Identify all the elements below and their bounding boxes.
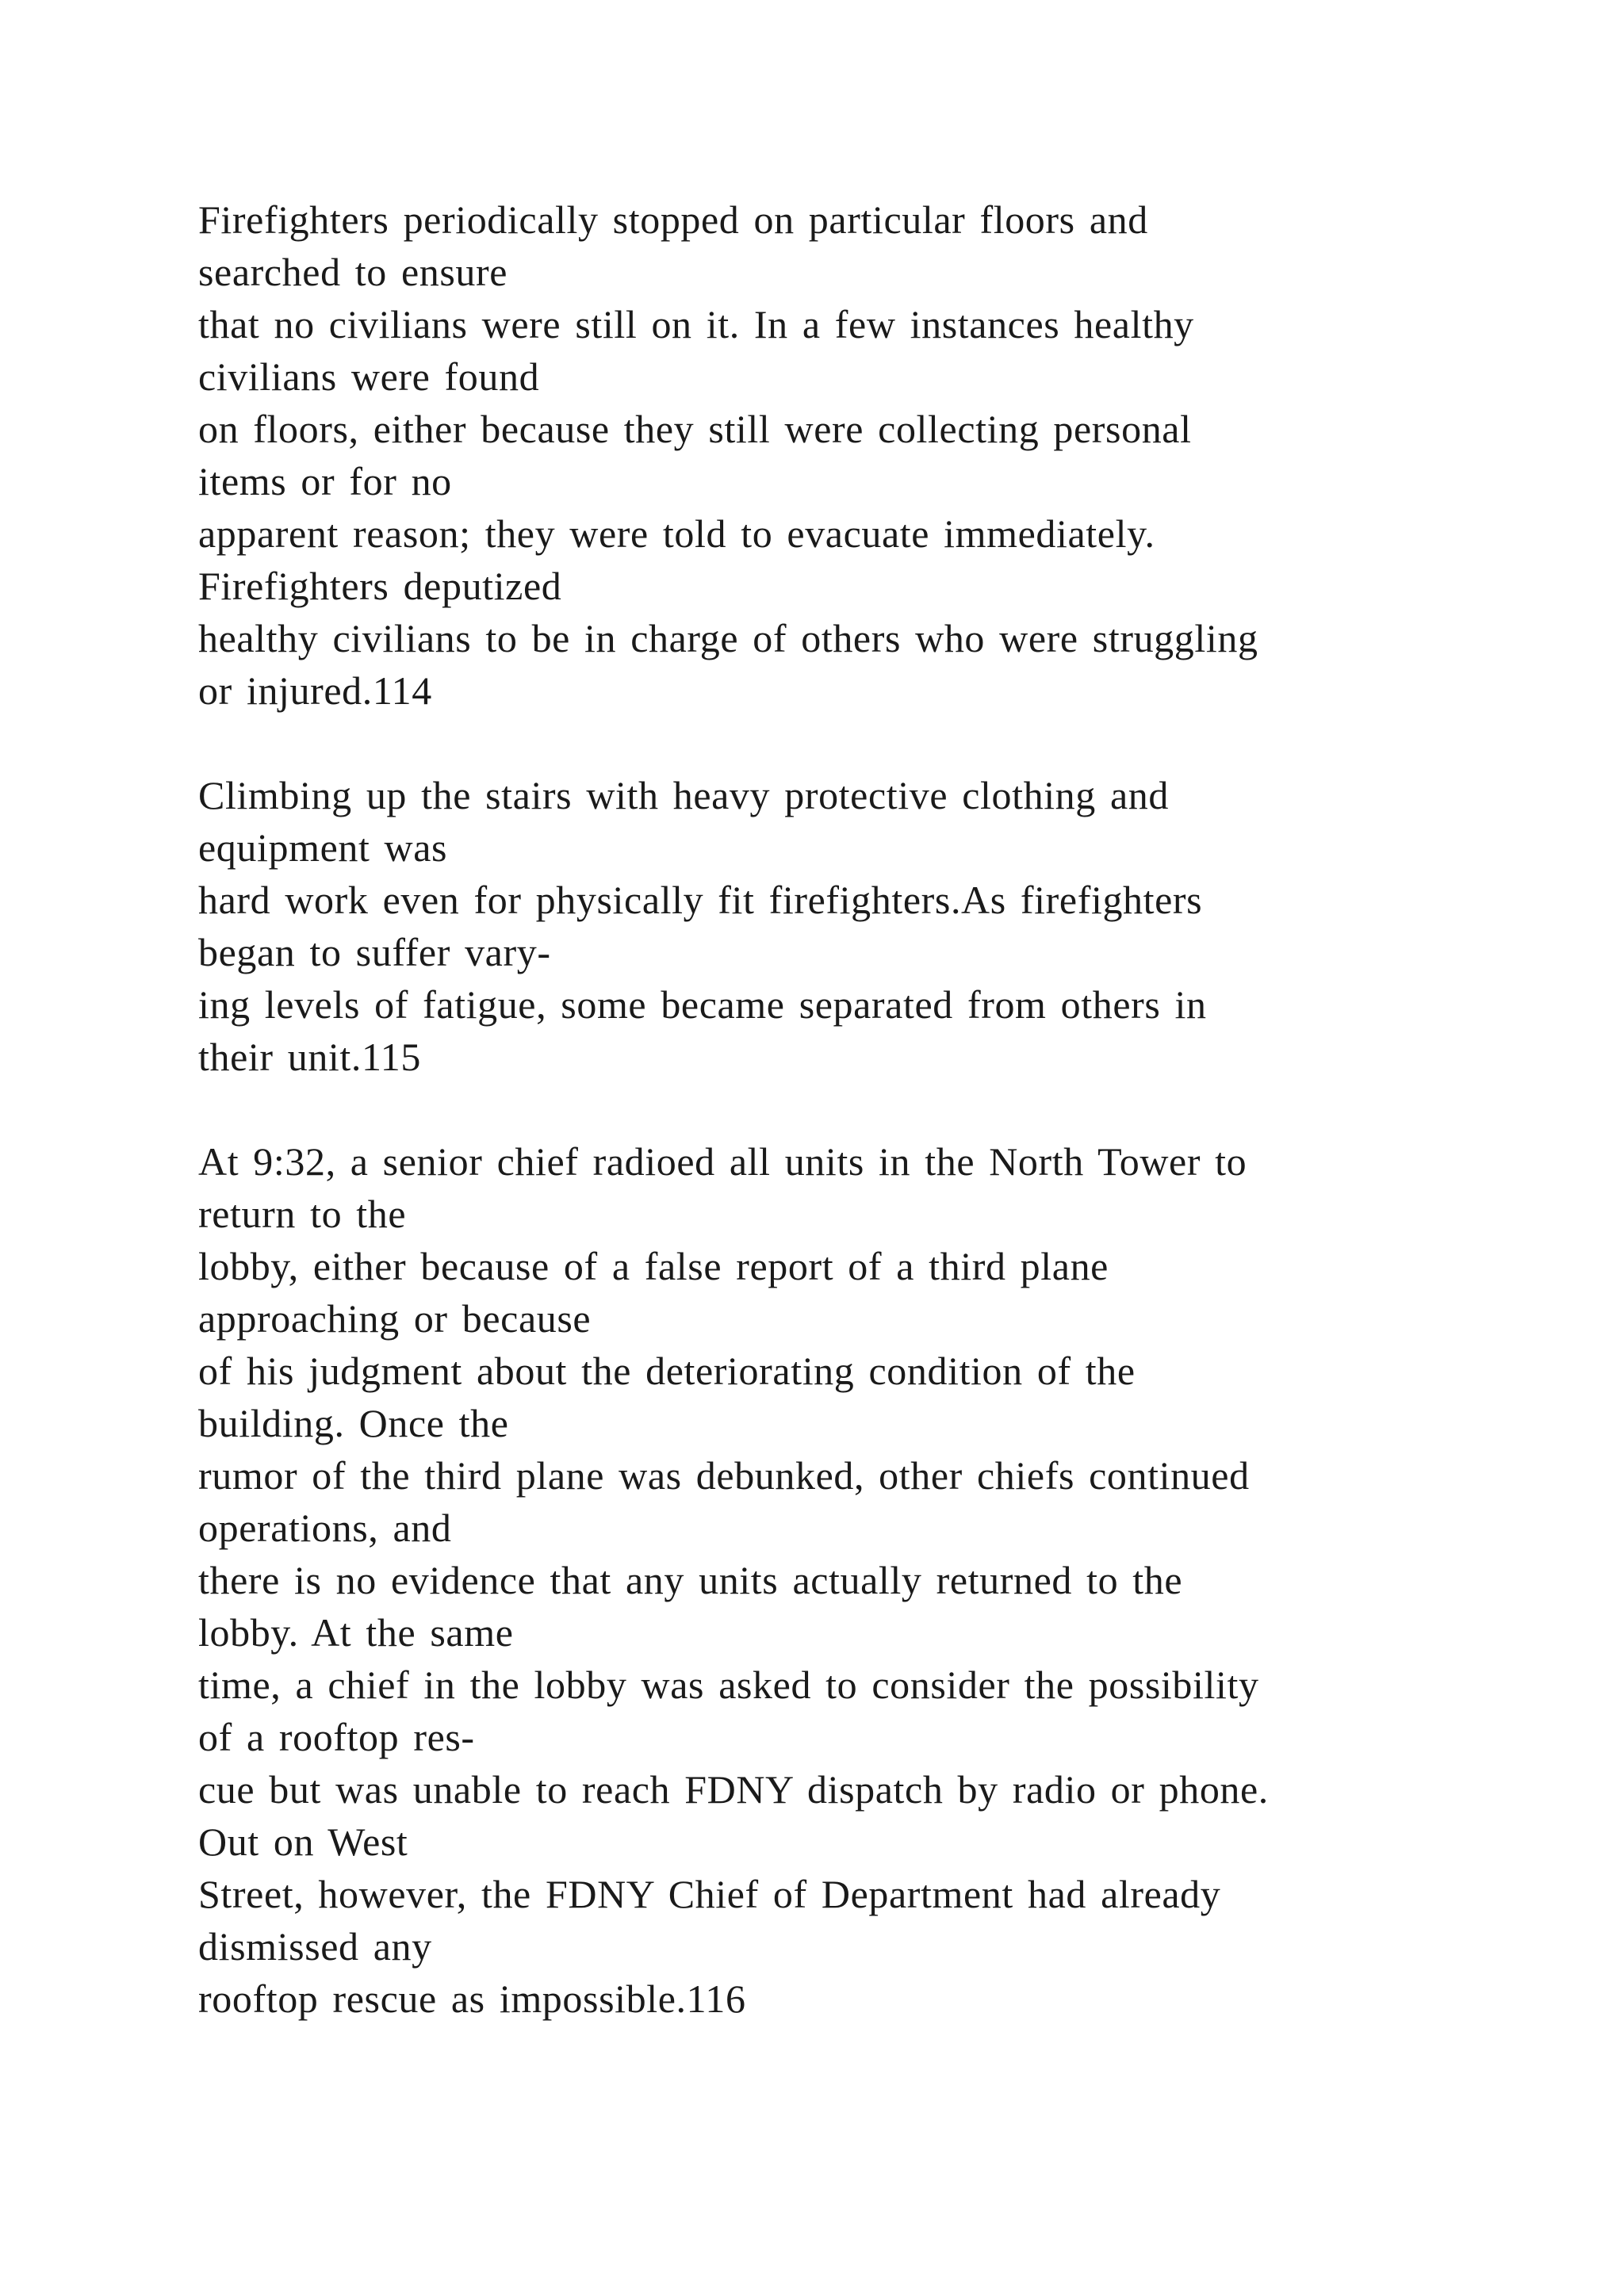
text-line: apparent reason; they were told to evacuate immediately. (198, 511, 1155, 556)
text-line: operations, and (198, 1506, 452, 1550)
text-line: searched to ensure (198, 250, 508, 294)
text-line: return to the (198, 1192, 407, 1236)
text-line: on floors, either because they still were collecting personal (198, 407, 1192, 451)
text-line: began to suffer vary- (198, 930, 551, 974)
paragraph-1 (198, 193, 1499, 717)
text-line: healthy civilians to be in charge of others who were struggling (198, 616, 1258, 660)
paragraph-2 (198, 769, 1499, 1083)
text-line: Firefighters deputized (198, 564, 562, 608)
text-line: hard work even for physically fit firefighters.As firefighters (198, 878, 1203, 922)
text-line: Firefighters periodically stopped on particular floors and (198, 197, 1148, 242)
text-line: Street, however, the FDNY Chief of Department had already (198, 1872, 1221, 1916)
text-line: civilians were found (198, 354, 540, 399)
text-line: of a rooftop res- (198, 1715, 475, 1759)
text-line: Climbing up the stairs with heavy protective clothing and (198, 773, 1169, 817)
text-line: rumor of the third plane was debunked, other chiefs continued (198, 1453, 1250, 1498)
text-line: rooftop rescue as impossible.116 (198, 1976, 746, 2021)
text-line: there is no evidence that any units actually returned to the (198, 1558, 1183, 1602)
text-line: equipment was (198, 825, 448, 870)
text-line: cue but was unable to reach FDNY dispatch by radio or phone. (198, 1767, 1269, 1812)
paragraph-3 (198, 1135, 1499, 2025)
text-line: items or for no (198, 459, 452, 503)
text-line: lobby, either because of a false report of a third plane (198, 1244, 1109, 1288)
text-line: dismissed any (198, 1924, 432, 1969)
document-body (198, 193, 1499, 2077)
text-line: or injured.114 (198, 668, 432, 713)
text-line: ing levels of fatigue, some became separated from others in (198, 982, 1207, 1027)
text-line: building. Once the (198, 1401, 509, 1445)
text-line: of his judgment about the deteriorating condition of the (198, 1349, 1136, 1393)
text-line: Out on West (198, 1820, 408, 1864)
text-line: approaching or because (198, 1296, 592, 1341)
text-line: At 9:32, a senior chief radioed all units in the North Tower to (198, 1139, 1247, 1184)
text-line: that no civilians were still on it. In a few instances healthy (198, 302, 1194, 346)
text-line: time, a chief in the lobby was asked to consider the possibility (198, 1663, 1259, 1707)
text-line: lobby. At the same (198, 1610, 514, 1655)
text-line: their unit.115 (198, 1035, 421, 1079)
